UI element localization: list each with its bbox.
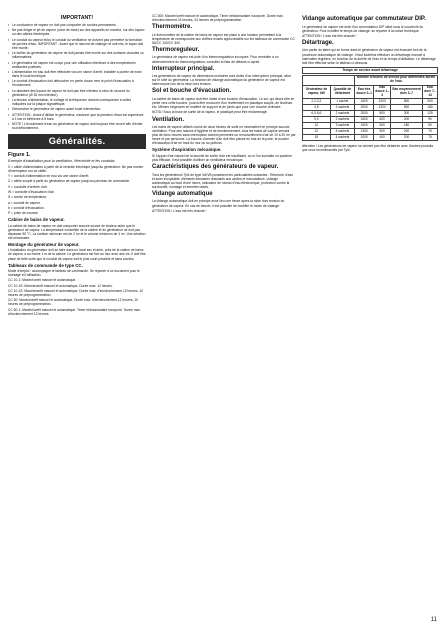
figure-legend-item: X = câble d'alimentation à partir de la centrale électrique jusqu'au générateur. Ne pas monter d'interrupteur sur ce câble.	[8, 164, 144, 173]
table-cell: 9,0	[303, 117, 331, 123]
column-right	[302, 14, 438, 153]
important-item: • Le conduit du vapeur et/ou le conduit du ventilateur ne doivent pas permettre la formation de poches d'eau. IMPORTANT : Avant que le raccord de vidange ne soit mis, le tuyau doit être monté.	[8, 38, 146, 50]
section-text-systeme: Si l'apport d'air naturel de la bouche de sortie d'air est insuffisant, ou si l'on souhaite un système plus efficace, il est possible d'utiliser un ventilateur mécanique.	[152, 153, 292, 162]
section-text-vidange-commut: Le générateur de vapeur est doté d'un commutateur DIP situé sous le couvercle du générateur. Pour modifier le temps de vidange, se reporter à la notice technique.	[302, 24, 424, 33]
table-header-cell: Générateur de vapeur, kW	[303, 85, 331, 99]
table-caption: Temps de service avant détartrage	[302, 67, 438, 74]
section-heading-thermometre: Thermomètre.	[152, 24, 193, 31]
table-cell: 180	[391, 123, 423, 129]
section-banner: Généralités.	[8, 134, 146, 149]
section-note-sol: NOTA ! Sous la buse de sortie de la vapeur, le plastique peut être endommagé.	[152, 110, 268, 115]
important-item: • Le boîtier du générateur de vapeur ne doit jamais être monté sur des surfaces chaudes ou inflammables.	[8, 51, 146, 59]
table-subcaption-row	[303, 75, 438, 85]
section-text-detartrage: Une partie du tartre qui se forme dans le générateur de vapeur est évacuée lors de la procédure automatique de vidange. Il faut toutefois effectuer un détartrage manuel à intervalles réguliers, en fonction de la dureté de l'eau et du temps d'utilisation. Le détartrage doit être effectué selon le tableau ci-dessous.	[302, 48, 436, 65]
model-item: CC 50: Marche/arrêt manuel et automatique. Durée max. d'enclenchement 12 heures, 10 heures de préprogrammation.	[8, 298, 139, 307]
table-cell: 1300	[355, 129, 374, 135]
column-left	[8, 14, 146, 317]
model-item: CC 10-1S: Marche/arrêt manuel et automatique. Durée max. d'enclenchement 12 heures, 10 heures de préprogrammation.	[8, 288, 144, 298]
important-item: • Le générateur de vapeur est conçu pour une utilisation intérieure à des températures ambiantes positives.	[8, 61, 146, 69]
table-header-cell: Eau douce 1–3	[375, 85, 390, 97]
section-text-interrupteur: Les générateurs de vapeur de dimensions moindres sont dotés d'un interrupteur principal, situé sur le côté du générateur. La fonction de vidange automatique du générateur de vapeur est interrompue lors de la mise hors tension.	[152, 74, 291, 87]
section-heading-caracteristiques: Caractéristiques des générateurs de vapeur.	[152, 164, 279, 171]
figure-legend-item: Y = conduit d'alimentation en eau via une vanne d'arrêt.	[8, 174, 90, 179]
table-cell: 180	[422, 105, 437, 111]
important-list	[8, 23, 146, 130]
section-heading-detartrage: Détartrage.	[302, 39, 334, 46]
section-heading-vidange-commut: Vidange automatique par commutateur DIP.	[302, 16, 426, 22]
section-heading-montage: Montage du générateur de vapeur.	[8, 241, 80, 247]
section-heading-sol: Sol et bouche d'évacuation.	[152, 88, 232, 95]
table-cell: 2 sachets	[330, 105, 354, 111]
important-item: • La tension d'alimentation, le voltage et la fréquence doivent correspondre à celles indiquées sur la plaque signalétique.	[8, 98, 146, 106]
table-cell: 300	[422, 99, 437, 105]
attention-text: ATTENTION ! L'eau est très chaude !	[302, 33, 357, 38]
important-item: • NOTE ! L'écoulement d'eau du générateur de vapeur doit toujours être ouvert afin d'éviter tout débordement.	[8, 122, 146, 130]
important-item: • Ne pas diriger le jet de vapeur (cône de mise) sur des appareils en marche, sur des tuyaux ou des câbles électriques.	[8, 28, 146, 36]
figure-legend-item: b = conduit d'évacuation.	[8, 205, 45, 210]
section-text-sol: La cabine de bains de vapeur doit être dotée d'une bouche d'évacuation. Le sol, qui devra être en pente vers cette bouche, pourra être recouvert d'un revêtement en plastique souple, de linoléum, etc. Mêmes exigences en matière de support et de joints que pour une douche ordinaire.	[152, 96, 295, 110]
section-heading-vidange-auto: Vidange automatique	[152, 190, 213, 197]
table-cell: 125	[422, 111, 437, 117]
table-cell: 75	[422, 135, 437, 141]
table-cell: 500	[374, 123, 391, 129]
table-header-cell: Eau moyennement dure 3–7	[391, 85, 423, 99]
figure-legend-item: W = conduite d'évacuation d'air.	[8, 189, 55, 194]
table-cell: 4,5	[303, 105, 331, 111]
figure-legend-item: V = conduite d'arrivée d'air.	[8, 184, 48, 189]
column-middle	[152, 14, 296, 214]
table-cell: 10	[303, 123, 331, 129]
table-cell: 500	[374, 129, 391, 135]
section-heading-thermoreguleur: Thermoreguleur.	[152, 46, 200, 53]
section-text-cabine: La cabine de bains de vapeur ne doit comporter aucune source de chaleur autre que le générateur de vapeur. La température conseillée de la cabine et du générateur ne doit pas dépasser 50 °C. La surface minimum est de 2 m² et le volume minimum de 4 m³. Une aération est nécessaire.	[8, 223, 146, 240]
attention-footer: Attention ! Les générateurs de vapeur ne doivent pas être détartrés avec d'autres produits que ceux recommandés par Tylö.	[302, 144, 434, 153]
table-cell: 4 sachets	[330, 129, 354, 135]
model-item: CC 50-1: Marche/arrêt manuel et automatique. Timer hebdomadaire incorporé. Durée max. d'enclenchement 12 heures.	[8, 307, 141, 316]
table-header-cell: Eau dure 7–14	[424, 85, 436, 97]
model-item: CC 10-1: Marche/arrêt manuel et automatique.	[8, 278, 77, 283]
figure-legend-item: P = prise de courant.	[8, 211, 39, 216]
section-heading-ventilation: Ventilation.	[152, 116, 185, 123]
section-text-montage: L'installation du générateur doit se faire dans un local sec et aéré, près de la cabine de bains de vapeur, à au moins 1 m de la cabine. Le générateur est fixé au mur avec des vis. Il doit être placé de telle sorte que le conduit de vapeur soit le plus court possible et sans coudes.	[8, 248, 146, 261]
figure-title: Figure 1.	[8, 152, 31, 159]
section-text-caracteristiques: Tous les générateurs Tylö de type VA/VB possèdent les particularités suivantes : Réservoir d'eau et acier inoxydable, éléments tubulaires résistants aux acides et incrustations, vidange automatique au bout d'une heure, indicateur de niveau d'eau électronique, protection contre la surchauffe, montage et entretien aisés.	[152, 172, 294, 189]
table-cell: 200	[391, 117, 423, 123]
table-row	[303, 135, 438, 141]
table-header-row	[303, 85, 438, 99]
section-heading-systeme: Système d'aspiration mécanique.	[152, 147, 222, 153]
section-text-tableaux: Mode d'emploi : accompagne le tableau de commande. Se reporter à ce document pour le montage et l'utilisation.	[8, 269, 140, 278]
table-cell: 12	[303, 129, 331, 135]
table-cell: 3 sachets	[330, 123, 354, 129]
section-heading-tableaux: Tableaux de commande de type CC.	[8, 262, 83, 268]
section-heading-interrupteur: Interrupteur principal.	[152, 65, 215, 72]
table-cell: 1000	[355, 135, 374, 141]
table-cell: 2200	[374, 99, 391, 105]
important-item: • Le conduit d'évacuation doit déboucher en pente douce vers le point d'évacuation à l'écoulement.	[8, 79, 146, 87]
important-item: • ATTENTION : Avant d'utiliser le générateur, s'assurer que la pression d'eau est supérieure à 1 bar et inférieure à 5 bars.	[8, 113, 146, 121]
table-cell: 800	[374, 111, 391, 117]
table-cell: 1200	[374, 105, 391, 111]
table-cell: 60	[422, 123, 437, 129]
table-cell: 1600	[355, 99, 374, 105]
section-text-ventilation: Les bains de vapeur utilisés moins de deux heures de suite ne nécessitent en principe aucune ventilation. Pour des raisons d'hygiène et de fonctionnement, tous les bains de vapeur servant plus de deux heures sans interruption doivent permettre un renouvellement d'air de 10 à 20 m³ par heure et par personne. La bouche d'arrivée d'air doit être placée en bas de la porte, la bouche d'évacuation d'air en haut du mur ou au plafond.	[152, 125, 296, 146]
figure-legend-item: S = sonde de température.	[8, 195, 48, 200]
table-cell: 2000	[355, 105, 374, 111]
model-item: CC 10-1S: Marche/arrêt manuel et automatique. Durée max. 12 heures.	[8, 283, 113, 288]
table-cell: 200	[391, 135, 423, 141]
attention-text: ATTENTION ! L'eau est très chaude !	[152, 208, 207, 213]
important-item: • Le diamètre des tuyaux de vapeur ne doit pas être inférieur à celui du raccord du générateur (Ø 18 mm intérieur).	[8, 89, 146, 97]
table-subcaption: Nombre d'heures de service pour différentes dureté de l'eau	[355, 75, 438, 85]
table-cell: 1500	[355, 123, 374, 129]
table-cell: 1600	[355, 117, 374, 123]
table-header-empty	[303, 75, 355, 85]
table-cell: 1 sachet	[330, 99, 354, 105]
table-cell: 2 sachets	[330, 117, 354, 123]
table-cell: 75	[422, 129, 437, 135]
table-cell: 15	[303, 135, 331, 141]
table-cell: 400	[374, 135, 391, 141]
important-item: • Le conducteur de vapeur ne doit pas comporter de coudes permanents.	[8, 23, 146, 27]
model-item-cc300: CC 300: Marche/arrêt manuel et automatique. Timer hebdomadaire incorporé. Durée max. d'enclenchement 24 heures, 24 heures de préprogrammation.	[152, 14, 284, 23]
figure-legend-item: Z = câble souple à partir du générateur de vapeur jusqu'au panneau de commande.	[8, 179, 131, 184]
table-cell: 2000	[355, 111, 374, 117]
table-cell: 2,2-3,2	[303, 99, 331, 105]
table-cell: 300	[391, 111, 423, 117]
page-number: 11	[430, 617, 437, 623]
section-text-thermometre: Le thermomètre de la cabine de bains de vapeur est placé à une hauteur permettant à la température de correspondre aux chiffres exacts approximatifs sur les tableaux de commande CC 50/CC 100/CC 300.	[152, 32, 295, 45]
table-cell: 6,0-6,6	[303, 111, 331, 117]
table-cell: 800	[391, 99, 423, 105]
table-cell: 600	[374, 117, 391, 123]
table-header-cell: Eau très douce 0–1	[355, 85, 374, 99]
table-cell: 90	[422, 117, 437, 123]
table-cell: 2 sachets	[330, 111, 354, 117]
section-text-vidange-auto: La vidange automatique doit en principe avoir lieu une heure après la mise hors tension du générateur de vapeur. En cas de besoin, il est possible de modifier le mode de vidange.	[152, 199, 285, 208]
table-cell: 200	[391, 129, 423, 135]
important-item: • Débrancher le générateur de vapeur avant toute intervention.	[8, 107, 146, 111]
section-text-thermoreguleur: Le générateur de vapeur est doté d'un thermorégulateur incorporé. Pour remédier à un déclenchement du thermorégulateur, consulter la liste de défauts ci-après.	[152, 55, 279, 64]
important-title: IMPORTANT!	[60, 15, 94, 21]
figure-caption: Exemple d'installation pour la ventilation, l'électricité et les conduits.	[8, 159, 116, 164]
table-header-cell: Quantité de détartrant	[330, 85, 354, 99]
table-cell: 4 sachets	[330, 135, 354, 141]
section-heading-cabine: Cabine de bains de vapeur.	[8, 217, 65, 223]
descaling-table	[302, 75, 438, 141]
important-item: • L'alimentation en eau doit être effectuée via une vanne d'arrêt, installée à portée de main dans le local technique.	[8, 70, 146, 78]
table-cell: 500	[391, 105, 423, 111]
figure-legend-item: a = conduit de vapeur.	[8, 200, 41, 205]
